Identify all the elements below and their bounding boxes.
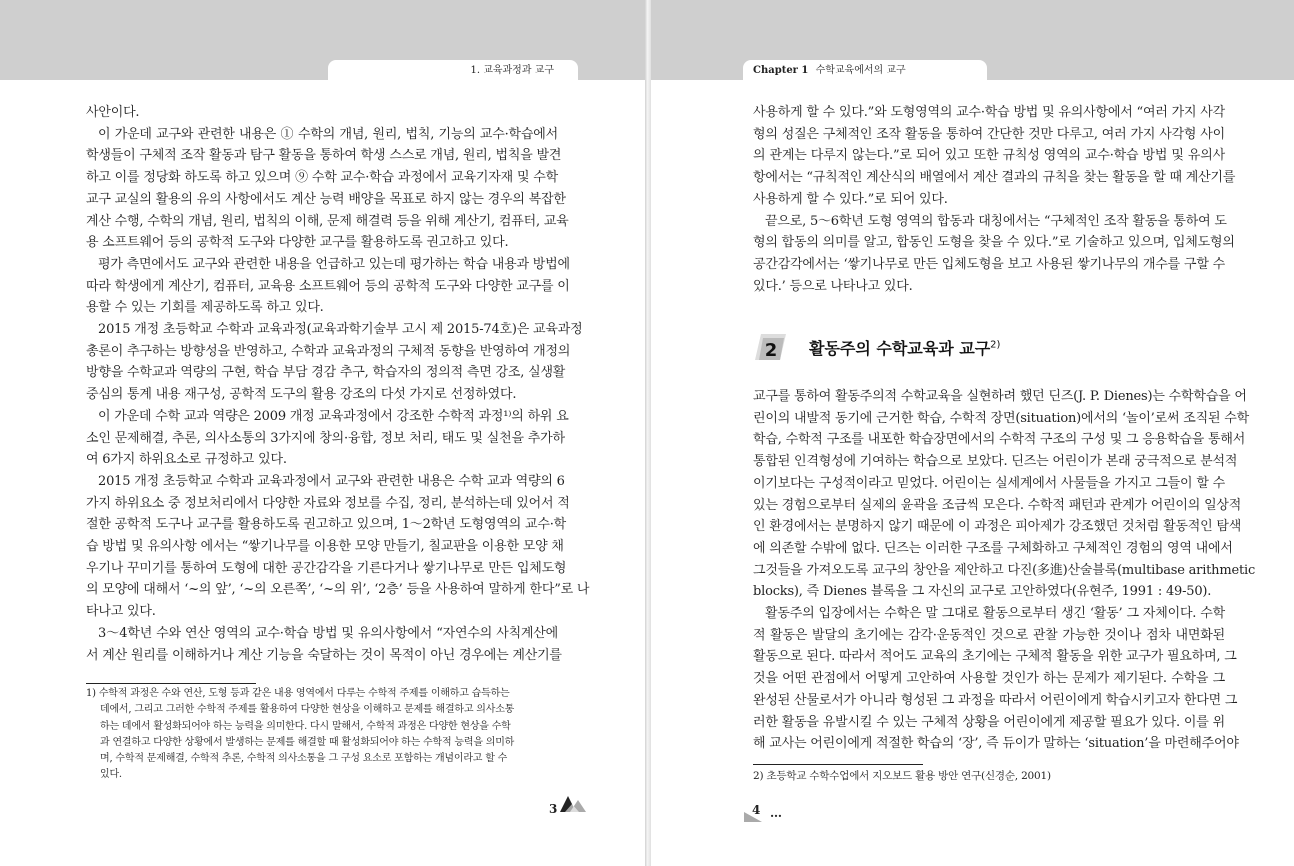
- text-line: 의 관계는 다루지 않는다.”로 되어 있고 또한 규칙성 영역의 교수·학습 방법 및 유의사: [753, 148, 1225, 164]
- text-line: 가지 하위요소 중 정보처리에서 다양한 자료와 정보를 수집, 정리, 분석하는데 있어서 적: [86, 495, 570, 511]
- footnote-line: 하는 데에서 활성화되어야 하는 능력을 의미한다. 다시 말해서, 수학적 과정은 다양한 현상을 수학: [100, 720, 511, 732]
- page-number: 4: [752, 803, 761, 817]
- section-title-wrap: [809, 336, 1000, 359]
- text-line: 학생들이 구체적 조작 활동과 탐구 활동을 통하여 학생 스스로 개념, 원리, 법칙을 발견: [86, 148, 562, 164]
- text-line: 해 교사는 어린이에게 적절한 학습의 ‘장’, 즉 듀이가 말하는 ‘situation’을 마련해주어야: [753, 736, 1239, 752]
- footnote-line: 데에서, 그리고 그러한 수학적 주제를 활용하여 다양한 현상을 이해하고 문제를 해결하고 의사소통: [100, 704, 515, 716]
- text-line: 사용하게 할 수 있다.”와 도형영역의 교수·학습 방법 및 유의사항에서 “여러 가지 사각: [753, 105, 1225, 120]
- text-line: 하고 이를 정당화 하도록 하고 있으며 ⑨ 수학 교수·학습 과정에서 교육기자재 및 수학: [86, 170, 558, 186]
- text-line: 절한 공학적 도구나 교구를 활용하도록 권고하고 있으며, 1～2학년 도형영역의 교수·학: [86, 517, 567, 533]
- text-line: 교구를 통하여 활동주의적 수학교육을 실현하려 했던 딘즈(J. P. Dienes)는 수학학습을 어: [753, 389, 1247, 404]
- text-line: 2015 개정 초등학교 수학과 교육과정에서 교구와 관련한 내용은 수학 교과 역량의 6: [98, 473, 565, 489]
- footnote-line: 2) 초등학교 수학수업에서 지오보드 활용 방안 연구(신경순, 2001): [753, 770, 1051, 782]
- section-number: 2: [764, 340, 778, 361]
- text-line: 이기보다는 구성적이라고 믿었다. 어린이는 실세계에서 사물들을 가지고 그들이 할 수: [753, 475, 1225, 491]
- text-line: 린이의 내발적 동기에 근거한 학습, 수학적 장면(situation)에서의 ‘놀이’로써 조직된 수학: [753, 410, 1249, 426]
- text-line: 방향을 수학교과 역량의 구현, 학습 부담 경감 추구, 학습자의 정의적 측면 강조, 실생활: [86, 365, 566, 381]
- text-line: 것을 어떤 관점에서 어떻게 고안하여 사용할 것인가 하는 문제가 제기된다. 수학을 그: [753, 671, 1225, 687]
- chapter-title: 수학교육에서의 교구: [815, 65, 906, 76]
- text-line: blocks), 즉 Dienes 블록을 그 자신의 교구로 고안하였다(유현주, 1991 : 49-50).: [753, 584, 1212, 600]
- footnote-line: 과 연결하고 다양한 상황에서 발생하는 문제를 해결할 때 활성화되어야 하는 수학적 능력을 의미하: [100, 736, 515, 748]
- page-trail-dots: …: [770, 806, 783, 820]
- text-line: 적 활동은 발달의 초기에는 감각·운동적인 것으로 관찰 가능한 것이나 점차 내면화된: [753, 627, 1225, 643]
- text-line: 있는 경험으로부터 실제의 윤곽을 조금씩 모은다. 수학적 패턴과 관계가 어린이의 일상적: [753, 497, 1242, 513]
- text-line: 사안이다.: [86, 105, 140, 120]
- left-body-text: [86, 102, 590, 666]
- text-line: 그것들을 가져오도록 교구의 창안을 제안하고 다진(多進)산술블록(multibase arithmetic: [753, 562, 1256, 578]
- text-line: 이 가운데 교구와 관련한 내용은 ① 수학의 개념, 원리, 법칙, 기능의 교수·학습에서: [98, 126, 558, 142]
- text-line: 러한 활동을 유발시킬 수 있는 구체적 상황을 어린이에게 제공할 필요가 있다. 이를 위: [753, 714, 1225, 730]
- text-line: 중심의 통계 내용 재구성, 공학적 도구의 활용 강조의 다섯 가지로 선정하였다.: [86, 387, 517, 403]
- text-line: 의 모양에 대해서 ‘~의 앞’, ‘~의 오른쪽’, ‘~의 위’, ‘2층’ 등을 사용하여 말하게 한다”로 나: [86, 582, 590, 598]
- footnote-line: 있다.: [100, 769, 122, 781]
- text-line: 활동으로 된다. 따라서 적어도 교육의 초기에는 구체적 활동을 위한 교구가 필요하며, 그: [753, 649, 1237, 665]
- text-line: 통합된 인격형성에 기여하는 학습으로 보았다. 딘즈는 어린이가 본래 궁극적으로 분석적: [753, 454, 1238, 470]
- right-body-text-section: [753, 386, 1256, 755]
- text-line: 이 가운데 수학 교과 역량은 2009 개정 교육과정에서 강조한 수학적 과정¹⁾의 하위 요: [98, 408, 569, 424]
- running-header: [328, 60, 578, 80]
- header-text: 1. 교육과정과 교구: [470, 65, 554, 76]
- text-line: 용할 수 있는 기회를 제공하도록 하고 있다.: [86, 300, 324, 316]
- right-footnotes: [753, 768, 1225, 784]
- text-line: 평가 측면에서도 교구와 관련한 내용을 언급하고 있는데 평가하는 학습 내용과 방법에: [98, 256, 570, 272]
- text-line: 소인 문제해결, 추론, 의사소통의 3가지에 창의·융합, 정보 처리, 태도 및 실천을 추가하: [86, 430, 565, 446]
- footnote-line: 며, 수학적 문제해결, 수학적 추론, 수학적 의사소통을 그 구성 요소로 포함하는 개념이라고 할 수: [100, 753, 508, 765]
- text-line: 학습, 수학적 구조를 내포한 학습장면에서의 수학적 구조의 구성 및 그 응용학습을 통해서: [753, 432, 1246, 448]
- left-footnotes: [86, 686, 558, 784]
- text-line: 공간감각에서는 ‘쌓기나무로 만든 입체도형을 보고 사용된 쌓기나무의 개수를 구할 수: [753, 256, 1225, 272]
- section-title: 활동주의 수학교육과 교구: [809, 339, 991, 358]
- section-number-badge: [753, 332, 787, 362]
- text-line: 3～4학년 수와 연산 영역의 교수·학습 방법 및 유의사항에서 “자연수의 사칙계산에: [98, 625, 558, 641]
- right-body-text-top: [753, 102, 1236, 297]
- text-line: 인 환경에서는 분명하지 않기 때문에 이 과정은 피아제가 강조했던 것처럼 활동적인 탐색: [753, 519, 1242, 535]
- text-line: 우기나 꾸미기를 통하여 도형에 대한 공간감각을 기른다거나 쌓기나무로 만든 입체도형: [86, 560, 567, 576]
- footnote-line: 1) 수학적 과정은 수와 연산, 도형 등과 같은 내용 영역에서 다루는 수학적 주제를 이해하고 습득하는: [86, 688, 510, 699]
- text-line: 끝으로, 5～6학년 도형 영역의 합동과 대칭에서는 “구체적인 조작 활동을 통하여 도: [765, 213, 1227, 229]
- text-line: 항에서는 “규칙적인 계산식의 배열에서 계산 결과의 규칙을 찾는 활동을 할 때 계산기를: [753, 170, 1236, 186]
- page-number: 3: [549, 802, 558, 816]
- text-line: 사용하게 할 수 있다.”로 되어 있다.: [753, 191, 948, 207]
- page-corner-ornament: [558, 792, 588, 816]
- text-line: 여 6가지 하위요소로 규정하고 있다.: [86, 452, 287, 468]
- text-line: 형의 합동의 의미를 알고, 합동인 도형을 찾을 수 있다.”로 기술하고 있으며, 입체도형의: [753, 235, 1235, 251]
- text-line: 활동주의 입장에서는 수학은 말 그대로 활동으로부터 생긴 ‘활동’ 그 자체이다. 수학: [765, 606, 1225, 622]
- text-line: 습 방법 및 유의사항 에서는 “쌓기나무를 이용한 모양 만들기, 칠교판을 이용한 모양 채: [86, 539, 564, 555]
- chapter-label: Chapter 1: [753, 65, 809, 76]
- text-line: 있다.’ 등으로 나타나고 있다.: [753, 278, 913, 294]
- footnote-rule: [86, 683, 256, 684]
- text-line: 용 소프트웨어 등의 공학적 도구와 다양한 교구를 활용하도록 권고하고 있다.: [86, 235, 509, 251]
- text-line: 총론이 추구하는 방향성을 반영하고, 수학과 교육과정의 구체적 동향을 반영하여 개정의: [86, 343, 571, 359]
- text-line: 따라 학생에게 계산기, 컴퓨터, 교육용 소프트웨어 등의 공학적 도구와 다양한 교구를 이: [86, 278, 570, 294]
- text-line: 서 계산 원리를 이해하거나 계산 기능을 숙달하는 것이 목적이 아닌 경우에는 계산기를: [86, 647, 562, 663]
- running-header: [743, 60, 987, 80]
- section-footnote-ref: 2): [990, 339, 1001, 351]
- text-line: 교구 교실의 활용의 유의 사항에서도 계산 능력 배양을 목표로 하지 않는 경우의 복잡한: [86, 191, 566, 207]
- text-line: 2015 개정 초등학교 수학과 교육과정(교육과학기술부 고시 제 2015-74호)은 교육과정: [98, 322, 583, 338]
- footnote-rule: [753, 764, 923, 765]
- text-line: 타나고 있다.: [86, 604, 156, 620]
- text-line: 형의 성질은 구체적인 조작 활동을 통하여 간단한 것만 다루고, 여러 가지 사각형 사이: [753, 126, 1225, 142]
- text-line: 완성된 산물로서가 아니라 형성된 그 과정을 따라서 어린이에게 학습시키고자 한다면 그: [753, 692, 1238, 708]
- text-line: 에 의존할 수밖에 없다. 딘즈는 이러한 구조를 구체화하고 구체적인 경험의 영역 내에서: [753, 540, 1233, 556]
- text-line: 계산 수행, 수학의 개념, 원리, 법칙의 이해, 문제 해결력 등을 위해 계산기, 컴퓨터, 교육: [86, 213, 569, 229]
